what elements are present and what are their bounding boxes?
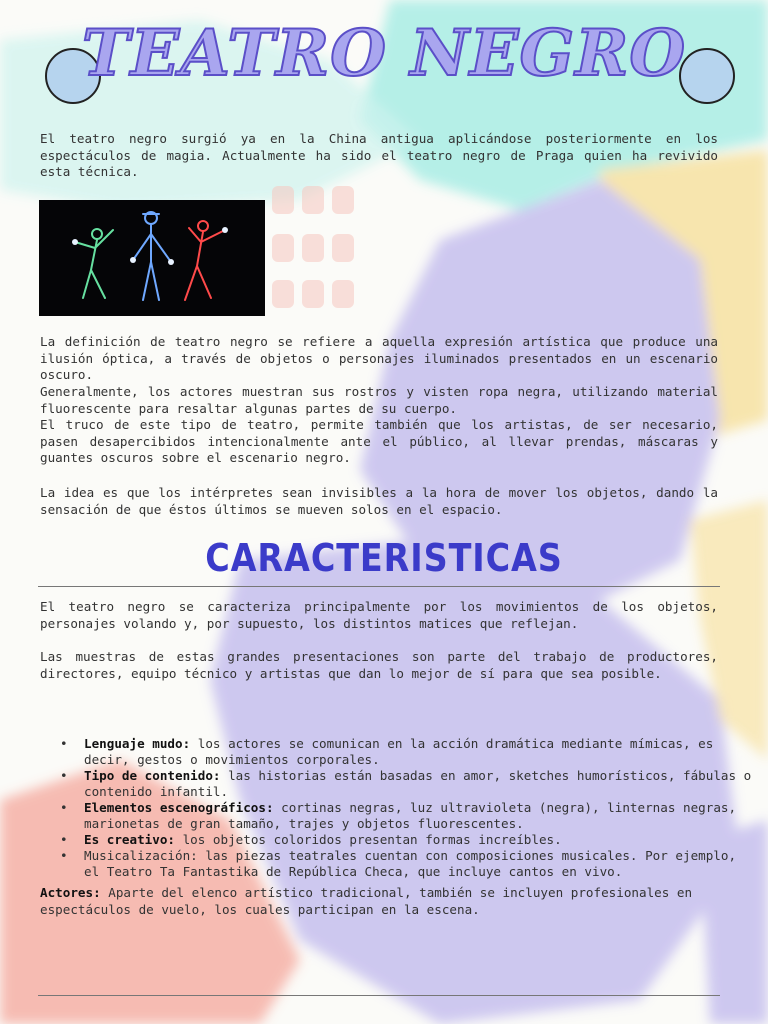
list-item: • Lenguaje mudo: los actores se comunican en la acción dramática mediante mímicas, es decir, gestos o movimientos corporales. bbox=[84, 736, 754, 768]
section-divider bbox=[38, 586, 720, 587]
characteristics-intro: El teatro negro se caracteriza principalmente por los movimientos de los objetos, personajes volando y, por supuesto, los distintos matices que reflejan. bbox=[40, 599, 718, 631]
actors-dress-paragraph: Generalmente, los actores muestran sus rostros y visten ropa negra, utilizando material fluorescente para resaltar algunas partes de su cuerpo. bbox=[40, 384, 718, 416]
page-title: TEATRO NEGRO bbox=[81, 16, 687, 91]
intro-paragraph: El teatro negro surgió ya en la China antigua aplicándose posteriormente en los espectáculos de magia. Actualmente ha sido el teatro negro de Praga quien ha revivido esta técnica. bbox=[40, 131, 718, 180]
list-item: • Elementos escenográficos: cortinas negras, luz ultravioleta (negra), linternas negras, marionetas de gran tamaño, trajes y objetos fluorescentes. bbox=[84, 800, 754, 832]
actors-note: Actores: Aparte del elenco artístico tradicional, también se incluyen profesionales en espectáculos de vuelo, los cuales participan en la escena. bbox=[40, 885, 693, 917]
list-item: • Tipo de contenido: las historias están basadas en amor, sketches humorísticos, fábulas o contenido infantil. bbox=[84, 768, 754, 800]
characteristics-shows: Las muestras de estas grandes presentaciones son parte del trabajo de productores, directores, equipo técnico y artistas que dan lo mejor de sí para que sea posible. bbox=[40, 649, 718, 681]
list-item: • Musicalización: las piezas teatrales cuentan con composiciones musicales. Por ejemplo, el Teatro Ta Fantastika de República Checa, que incluye cantos en vivo. bbox=[84, 848, 754, 880]
black-theatre-photo bbox=[39, 200, 265, 316]
list-item: • Es creativo: los objetos coloridos presentan formas increíbles. bbox=[84, 832, 754, 848]
idea-paragraph: La idea es que los intérpretes sean invisibles a la hora de mover los objetos, dando la sensación de que éstos últimos se mueven solos en el espacio. bbox=[40, 485, 718, 517]
definition-paragraph: La definición de teatro negro se refiere a aquella expresión artística que produce una ilusión óptica, a través de objetos o personajes iluminados presentados en un escenario oscuro. bbox=[40, 334, 718, 383]
trick-paragraph: El truco de este tipo de teatro, permite también que los artistas, de ser necesario, pasen desapercibidos intencionalmente ante el público, al llevar prendas, máscaras y guantes oscuros sobre el escenario negro. bbox=[40, 417, 718, 466]
footer-divider bbox=[38, 995, 720, 996]
features-list bbox=[40, 736, 754, 880]
section-heading: CARACTERISTICAS bbox=[205, 536, 563, 580]
